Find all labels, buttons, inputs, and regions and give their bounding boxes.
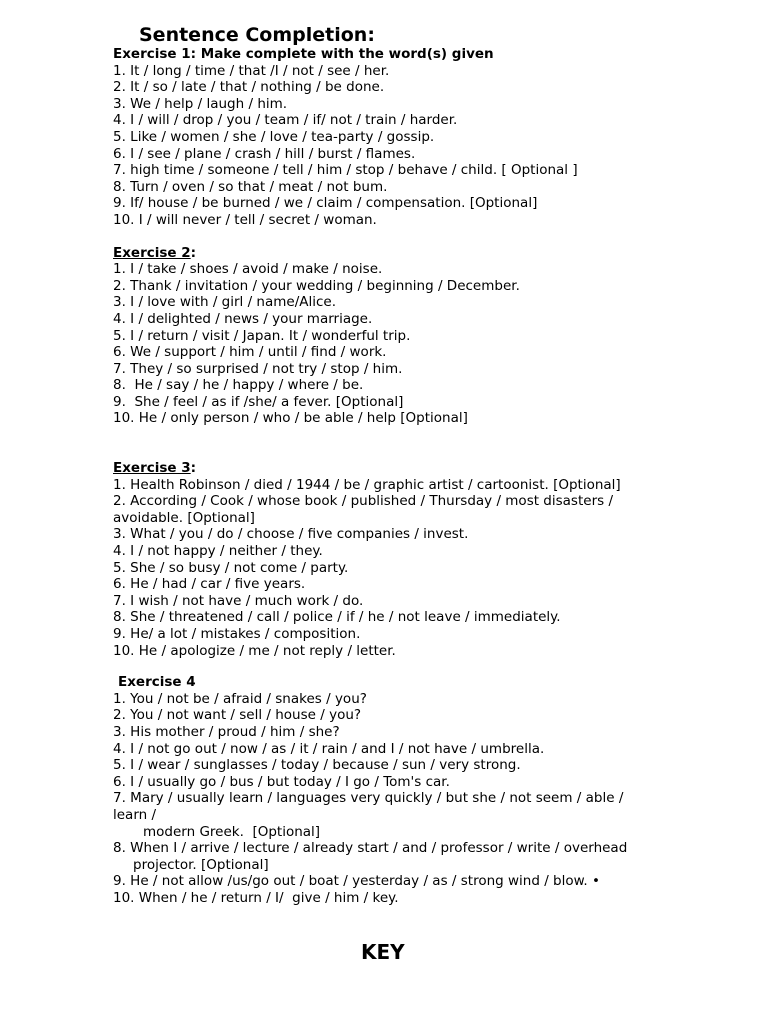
spacer: [113, 229, 653, 245]
exercise-2-item: 2. Thank / invitation / your wedding / beginning / December.: [113, 277, 520, 294]
exercise-1-item: 5. Like / women / she / love / tea-party / gossip.: [113, 128, 435, 145]
exercise-4-item: 5. I / wear / sunglasses / today / because / sun / very strong.: [113, 757, 521, 774]
exercise-2-item: 10. He / only person / who / be able / help [Optional]: [113, 410, 468, 427]
exercise-3-item: 10. He / apologize / me / not reply / letter.: [113, 642, 396, 659]
exercise-4-item: 4. I / not go out / now / as / it / rain / and I / not have / umbrella.: [113, 740, 545, 757]
page-title: Sentence Completion:: [139, 24, 375, 46]
exercise-3-heading-label: Exercise 3: [113, 460, 191, 477]
exercise-4-item: 3. His mother / proud / him / she?: [113, 723, 340, 740]
exercise-2-item: 4. I / delighted / news / your marriage.: [113, 310, 373, 327]
exercise-1-item: 8. Turn / oven / so that / meat / not bum.: [113, 178, 388, 195]
exercise-2-heading: [113, 245, 653, 262]
exercise-3-item: 6. He / had / car / five years.: [113, 576, 306, 593]
exercise-2-item: 5. I / return / visit / Japan. It / wonderful trip.: [113, 327, 411, 344]
exercise-2-item: 9. She / feel / as if /she/ a fever. [Optional]: [113, 393, 404, 410]
exercise-1-item: 10. I / will never / tell / secret / woman.: [113, 211, 377, 228]
exercise-3-item: 5. She / so busy / not come / party.: [113, 559, 349, 576]
exercise-3-item: 1. Health Robinson / died / 1944 / be / graphic artist / cartoonist. [Optional]: [113, 476, 621, 493]
exercise-1-item: 1. It / long / time / that /I / not / see / her.: [113, 62, 390, 79]
exercise-3-item: 8. She / threatened / call / police / if / he / not leave / immediately.: [113, 609, 561, 626]
exercise-4-item: 8. When I / arrive / lecture / already start / and / professor / write / overhead: [113, 840, 628, 857]
exercise-3-item: 4. I / not happy / neither / they.: [113, 543, 323, 560]
exercise-3-heading-colon: :: [190, 460, 197, 477]
exercise-4-heading: Exercise 4: [118, 674, 196, 691]
spacer: [113, 659, 653, 674]
exercise-4-item-continued: learn /: [113, 806, 157, 823]
exercise-4-item: 7. Mary / usually learn / languages very quickly / but she / not seem / able /: [113, 790, 624, 807]
worksheet: [113, 22, 653, 907]
exercise-4-item: 10. When / he / return / I/ give / him / key.: [113, 889, 399, 906]
exercise-3-item: 9. He/ a lot / mistakes / composition.: [113, 626, 361, 642]
exercise-3-item: 7. I wish / not have / much work / do.: [113, 592, 364, 609]
exercise-3-heading: [113, 460, 653, 477]
exercise-4-item: 6. I / usually go / bus / but today / I go / Tom's car.: [113, 773, 450, 790]
exercise-4-item: 2. You / not want / sell / house / you?: [113, 707, 362, 724]
exercise-4-item: 1. You / not be / afraid / snakes / you?: [113, 690, 367, 707]
exercise-2-item: 6. We / support / him / until / find / work.: [113, 344, 387, 361]
exercise-3-item: 2. According / Cook / whose book / published / Thursday / most disasters / avoidable. [Optional]: [113, 493, 613, 526]
key-heading: KEY: [361, 940, 405, 964]
exercise-1-item: 4. I / will / drop / you / team / if/ not / train / harder.: [113, 112, 458, 129]
exercise-1-heading: Exercise 1: Make complete with the word(s) given: [113, 46, 494, 62]
exercise-1-item: 7. high time / someone / tell / him / stop / behave / child. [ Optional ]: [113, 162, 578, 179]
exercise-2-item: 7. They / so surprised / not try / stop / him.: [113, 360, 403, 377]
exercise-1-item: 3. We / help / laugh / him.: [113, 95, 288, 112]
exercise-4-item-continued: modern Greek. [Optional]: [143, 823, 321, 840]
exercise-2-item: 1. I / take / shoes / avoid / make / noise.: [113, 261, 383, 278]
exercise-1-item: 6. I / see / plane / crash / hill / burst / flames.: [113, 145, 416, 162]
exercise-3-item: 3. What / you / do / choose / five companies / invest.: [113, 526, 469, 543]
exercise-2-item: 3. I / love with / girl / name/Alice.: [113, 294, 336, 311]
exercise-2-item: 8. He / say / he / happy / where / be.: [113, 377, 364, 394]
exercise-2-heading-colon: :: [190, 244, 197, 261]
spacer: [113, 427, 653, 460]
exercise-2-heading-label: Exercise 2: [113, 244, 191, 261]
exercise-4-item-continued: projector. [Optional]: [133, 856, 269, 873]
exercise-1-item: 9. If/ house / be burned / we / claim / compensation. [Optional]: [113, 195, 538, 212]
exercise-1-item: 2. It / so / late / that / nothing / be done.: [113, 79, 385, 96]
exercise-4-item: 9. He / not allow /us/go out / boat / yesterday / as / strong wind / blow. •: [113, 873, 600, 890]
